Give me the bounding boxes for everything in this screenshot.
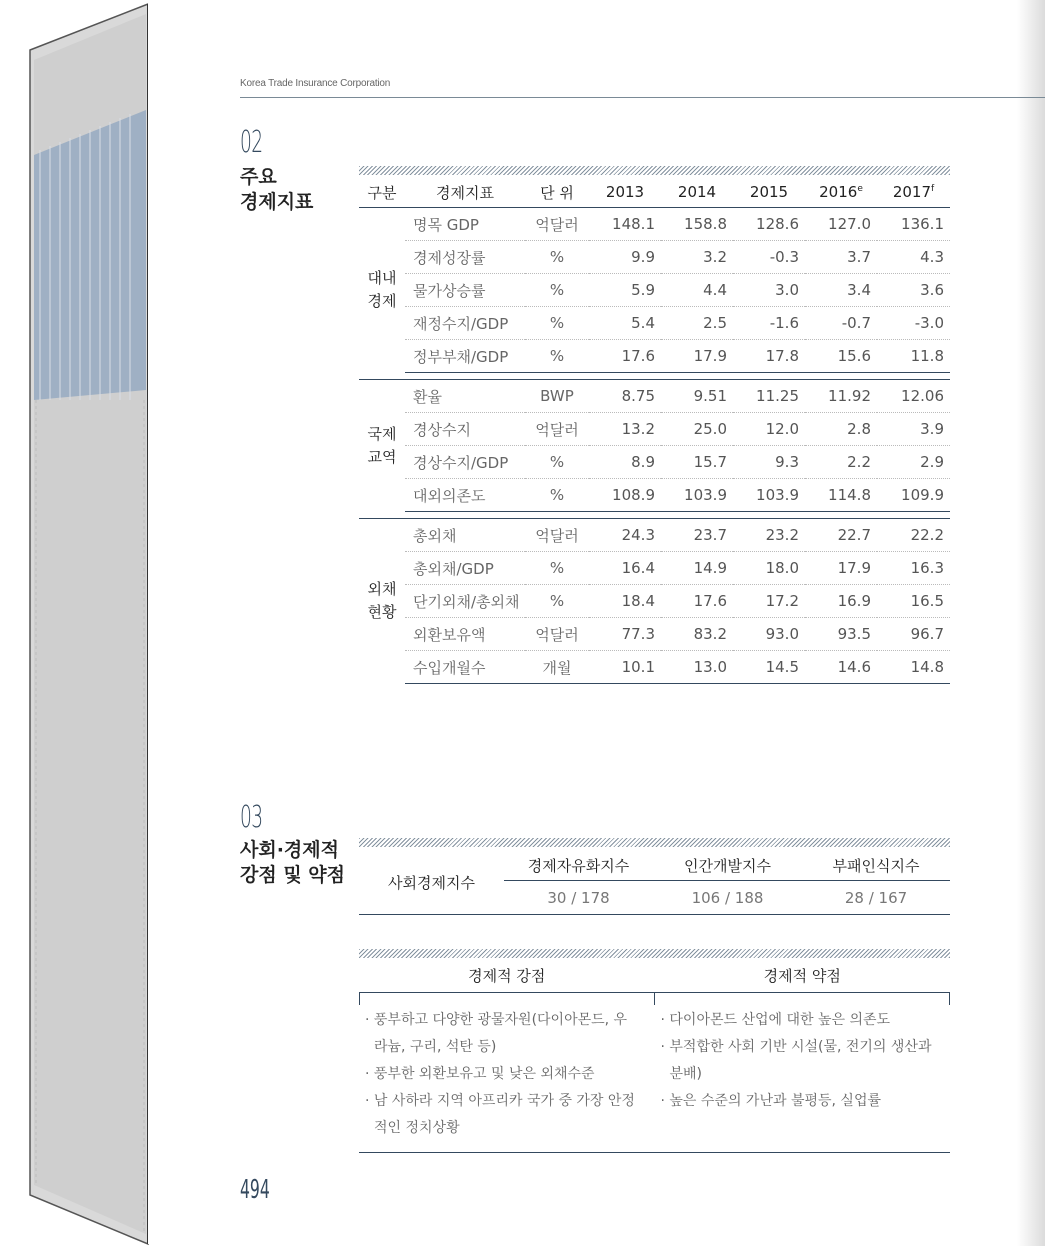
indicator-value: 5.9 [589,274,661,307]
indicator-unit: 억달러 [525,618,589,651]
indicator-value: 103.9 [661,479,733,512]
indicator-value: 23.2 [733,519,805,552]
indicator-value: 3.4 [805,274,877,307]
column-header: 2017$^f$ [877,177,950,208]
table-row [359,413,950,446]
indicator-value: 17.2 [733,585,805,618]
list-item: · 높은 수준의 가난과 불평등, 실업률 [660,1093,881,1109]
table-row [359,380,950,413]
indicator-value: 11.25 [733,380,805,413]
indicator-value: 96.7 [877,618,950,651]
section-number: 03 [240,800,263,835]
indicator-value: 10.1 [589,651,661,684]
indicator-unit: % [525,585,589,618]
indicator-value: 22.2 [877,519,950,552]
table-row [359,552,950,585]
indicator-value: 17.9 [805,552,877,585]
indicator-value: 17.6 [589,340,661,373]
group-separator [359,512,950,519]
indicator-value: 5.4 [589,307,661,340]
indicator-value: 2.5 [661,307,733,340]
indicator-name: 경상수지/GDP [405,446,525,479]
indicator-value: 4.3 [877,241,950,274]
indicator-value: 24.3 [589,519,661,552]
indicator-unit: BWP [525,380,589,413]
page-edge-shadow [1017,0,1045,1246]
indicator-value: 2.2 [805,446,877,479]
indicator-value: 148.1 [589,208,661,241]
indicator-value: -1.6 [733,307,805,340]
indicator-value: 18.0 [733,552,805,585]
table-hatch-rule [359,166,950,175]
sw-header-row [359,958,950,993]
column-header: 경제지표 [405,177,525,208]
weaknesses-column [655,993,951,1142]
indicator-value: -3.0 [877,307,950,340]
indicator-value: 16.3 [877,552,950,585]
running-header: Korea Trade Insurance Corporation [240,78,391,89]
indicator-value: 108.9 [589,479,661,512]
indicator-value: 136.1 [877,208,950,241]
indicator-value: 3.7 [805,241,877,274]
column-tick [949,993,950,1005]
indicator-value: 128.6 [733,208,805,241]
table-row [359,585,950,618]
indicator-value: 114.8 [805,479,877,512]
indicator-value: 3.6 [877,274,950,307]
indicator-unit: % [525,241,589,274]
column-header: 경제자유화지수 [504,850,653,881]
indicator-value: -0.7 [805,307,877,340]
indicator-value: 4.4 [661,274,733,307]
indicator-unit: % [525,340,589,373]
column-header: 구분 [359,177,405,208]
sw-body [359,993,950,1153]
group-label: 대내 경제 [367,269,397,311]
indicator-unit: 개월 [525,651,589,684]
weaknesses-title: 경제적 약점 [763,966,841,985]
indicator-value: 13.0 [661,651,733,684]
table-hatch-rule [359,838,950,847]
indicator-value: 109.9 [877,479,950,512]
indicator-value: 2.9 [877,446,950,479]
indicator-name: 경상수지 [405,413,525,446]
indicator-value: 12.0 [733,413,805,446]
section-title: 사회·경제적 강점 및 약점 [240,839,345,886]
index-value: 28 / 167 [802,881,950,915]
economic-indicators-table [359,177,950,684]
column-header: 부패인식지수 [802,850,950,881]
table-row [359,479,950,512]
indicator-value: 8.75 [589,380,661,413]
group-separator [359,373,950,380]
group-label: 외채 현황 [367,580,397,622]
column-header: 2013 [589,177,661,208]
header-rule [240,97,1045,98]
column-header: 2015 [733,177,805,208]
list-item: · 풍부한 외환보유고 및 낮은 외채수준 [365,1066,595,1082]
indicator-name: 수입개월수 [405,651,525,684]
indicator-unit: % [525,479,589,512]
list-item: · 남 사하라 지역 아프리카 국가 중 가장 안정적인 정치상황 [365,1093,635,1136]
table-row [359,519,950,552]
indicator-value: 3.9 [877,413,950,446]
indicator-value: 22.7 [805,519,877,552]
indicator-value: 158.8 [661,208,733,241]
column-header: 2014 [661,177,733,208]
indicator-value: 17.9 [661,340,733,373]
indicator-value: 12.06 [877,380,950,413]
indicator-unit: % [525,307,589,340]
table-row [359,446,950,479]
column-header: 인간개발지수 [653,850,802,881]
indicator-unit: % [525,552,589,585]
indicator-unit: 억달러 [525,519,589,552]
list-item: · 풍부하고 다양한 광물자원(다이아몬드, 우라늄, 구리, 석탄 등) [365,1012,628,1055]
row-label: 사회경제지수 [359,850,504,915]
indicator-value: 14.9 [661,552,733,585]
column-tick [654,993,655,1005]
indicator-value: 93.5 [805,618,877,651]
column-header: 2016e [805,177,877,208]
table-header-row [359,177,950,208]
indicator-value: 8.9 [589,446,661,479]
section-title: 주요 경제지표 [240,166,314,213]
indicator-value: 9.3 [733,446,805,479]
indicator-value: 9.9 [589,241,661,274]
strengths-column [359,993,655,1142]
indicator-value: 103.9 [733,479,805,512]
indicator-name: 경제성장률 [405,241,525,274]
indicator-value: 14.6 [805,651,877,684]
table-row [359,618,950,651]
indicator-value: 77.3 [589,618,661,651]
strengths-title: 경제적 강점 [468,966,546,985]
indicator-name: 물가상승률 [405,274,525,307]
indicator-value: 83.2 [661,618,733,651]
indicator-name: 환율 [405,380,525,413]
indicator-value: 2.8 [805,413,877,446]
indicator-value: 3.0 [733,274,805,307]
table-row [359,651,950,684]
table-row [359,274,950,307]
column-tick [359,993,360,1005]
indicator-value: 17.6 [661,585,733,618]
indicator-value: 14.5 [733,651,805,684]
table-row [359,241,950,274]
index-value: 30 / 178 [504,881,653,915]
indicator-name: 총외채 [405,519,525,552]
indicator-name: 명목 GDP [405,208,525,241]
indicator-value: 13.2 [589,413,661,446]
list-item: · 다이아몬드 산업에 대한 높은 의존도 [660,1012,891,1028]
indicator-value: 15.7 [661,446,733,479]
indicator-name: 정부부채/GDP [405,340,525,373]
indicator-value: 18.4 [589,585,661,618]
indicator-value: 3.2 [661,241,733,274]
indicator-unit: % [525,446,589,479]
indicator-value: 14.8 [877,651,950,684]
indicator-value: 16.5 [877,585,950,618]
indicator-value: 9.51 [661,380,733,413]
index-value: 106 / 188 [653,881,802,915]
indicator-value: 127.0 [805,208,877,241]
indicator-unit: 억달러 [525,208,589,241]
table-row [359,307,950,340]
indicator-name: 외환보유액 [405,618,525,651]
indicator-value: 16.9 [805,585,877,618]
table-row [359,340,950,373]
list-item: · 부적합한 사회 기반 시설(물, 전기의 생산과 분배) [660,1039,932,1082]
indicator-value: 16.4 [589,552,661,585]
indicator-unit: % [525,274,589,307]
table-row [359,208,950,241]
group-label: 국제 교역 [367,424,397,466]
indicator-value: 25.0 [661,413,733,446]
indicator-name: 재정수지/GDP [405,307,525,340]
indicator-name: 총외채/GDP [405,552,525,585]
indicator-name: 대외의존도 [405,479,525,512]
strengths-weaknesses-table [359,958,950,1153]
indicator-value: 93.0 [733,618,805,651]
indicator-value: -0.3 [733,241,805,274]
column-header: 단 위 [525,177,589,208]
page-number: 494 [240,1175,270,1205]
indicator-value: 17.8 [733,340,805,373]
indicator-unit: 억달러 [525,413,589,446]
table-hatch-rule [359,949,950,958]
indicator-value: 15.6 [805,340,877,373]
indicator-value: 11.92 [805,380,877,413]
indicator-name: 단기외채/총외채 [405,585,525,618]
indicator-value: 11.8 [877,340,950,373]
socioeconomic-index-table [359,850,950,915]
indicator-value: 23.7 [661,519,733,552]
section-number: 02 [240,125,263,160]
book-spine-illustration [0,0,150,1246]
